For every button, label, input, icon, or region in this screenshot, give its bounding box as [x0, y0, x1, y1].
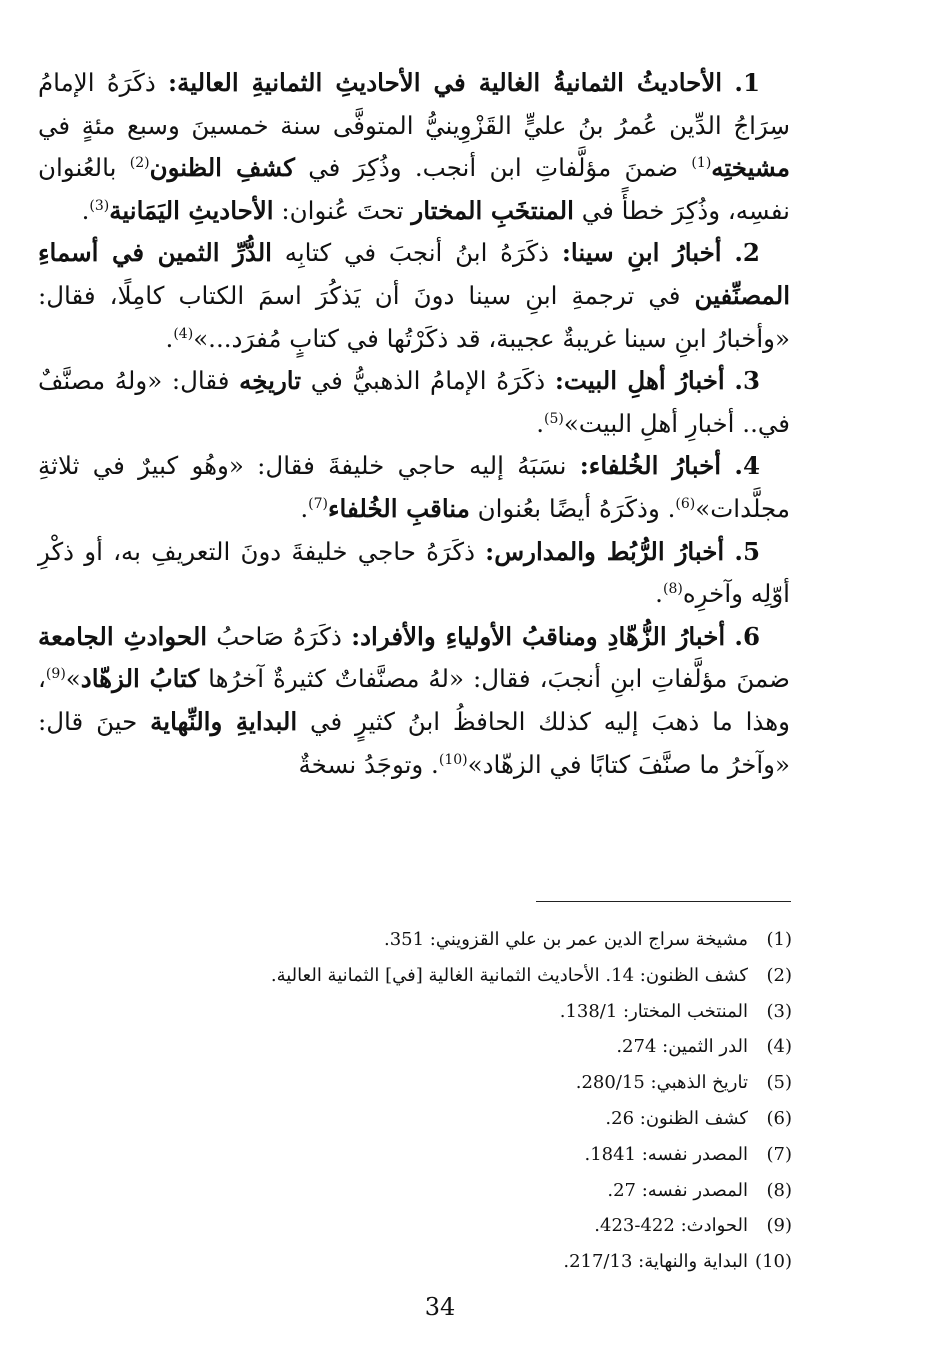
footnote-text: كشف الظنون: 26.	[605, 1107, 748, 1129]
footnote-ref[interactable]: (5)	[544, 410, 564, 427]
footnote-mark: (4)	[766, 1036, 792, 1058]
page-number: 34	[424, 1293, 456, 1321]
footnote-item	[80, 922, 792, 958]
footnote-ref[interactable]: (4)	[173, 325, 194, 342]
footnote-text: المصدر نفسه: 27.	[607, 1179, 748, 1201]
paragraph-text: . وتوجَدُ نسخةٌ	[298, 749, 439, 779]
footnote-item	[80, 994, 792, 1030]
paragraph-title: أخبارُ الخُلفاء:	[579, 451, 722, 481]
paragraph-title: أخبارُ الزُّهّادِ ومناقبُ الأولياءِ والأفراد:	[351, 621, 726, 651]
paragraph-text: .	[536, 408, 545, 438]
footnote-ref[interactable]: (7)	[308, 495, 328, 512]
footnote-text: البداية والنهاية: 217/13.	[563, 1251, 748, 1273]
paragraph-text: فقال: «ولهُ مصنَّفٌ في.. أخبارِ أهلِ البيت»	[38, 366, 790, 438]
footnote-item	[80, 1029, 792, 1065]
main-text	[38, 62, 790, 786]
book-title: الحوادثِ الجامعة	[38, 621, 208, 651]
paragraph-text: ضمنَ مؤلَّفاتِ ابن أنجب. وذُكِرَ في	[294, 153, 692, 183]
book-title: مناقبِ الخُلفاء	[327, 493, 470, 523]
footnote-mark: (8)	[766, 1179, 792, 1201]
footnote-text: الحوادث: 422-423.	[594, 1215, 748, 1237]
paragraph-number: 5.	[734, 536, 761, 566]
paragraph-text: ، وهذا ما ذهبَ إليه كذلك الحافظُ ابنُ كثيرٍ في	[38, 664, 790, 736]
paragraph-text: .	[165, 323, 174, 353]
paragraph-number: 2.	[734, 238, 760, 268]
footnote-text: مشيخة سراج الدين عمر بن علي القزويني: 351.	[383, 929, 748, 950]
footnote-text: الدر الثمين: 274.	[616, 1036, 748, 1058]
footnote-ref[interactable]: (10)	[438, 751, 468, 768]
book-title: الأحاديثِ اليَمَانية	[109, 195, 274, 225]
footnote-text: كشف الظنون: 14. الأحاديث الثمانية الغالية [في] الثمانية العالية.	[270, 964, 748, 986]
footnote-item	[80, 1173, 792, 1209]
paragraph-text: حينَ قال: «وآخرُ ما صنَّفَ كتابًا في الزهّاد»	[38, 706, 790, 779]
book-title: تاريخِه	[239, 366, 302, 396]
footnote-mark: (7)	[766, 1143, 792, 1165]
footnote-mark: (5)	[766, 1072, 792, 1094]
paragraph-text: ذكَرَهُ حاجي خليفةَ دونَ التعريفِ به، أو ذكْرِ أوّلِه وآخرِه	[38, 536, 790, 609]
paragraph-text: ذكَرَهُ صَاحبُ	[207, 621, 352, 651]
paragraph-text: ذكَرَهُ الإمامُ سِرَاجُ الدِّين عُمرُ بنُ عليٍّ القَزْوِينيُّ المتوفَّى سنة خمسينَ وسبع مئةٍ في	[38, 68, 790, 140]
paragraph-text: .	[81, 195, 90, 225]
paragraph-4	[38, 445, 790, 530]
book-title: المنتخَبِ المختار	[411, 195, 574, 225]
footnote-item	[80, 958, 792, 994]
paragraph-title: أخبارُ الرُّبُط والمدارس:	[485, 536, 725, 566]
paragraph-number: 3.	[734, 366, 760, 396]
footnote-item	[80, 1101, 792, 1137]
footnote-ref[interactable]: (2)	[129, 155, 150, 172]
footnote-ref[interactable]: (9)	[45, 666, 66, 683]
footnote-item	[80, 1244, 792, 1280]
footnote-mark: (2)	[766, 964, 792, 986]
paragraph-text: نسَبَهُ إليه حاجي خليفةَ فقال: «وهُو كبيرٌ في ثلاثةِ مجلَّدات»	[38, 451, 790, 523]
paragraph-text: تحتَ عُنوان:	[273, 195, 412, 225]
paragraph-text: »	[65, 664, 81, 694]
paragraph-text: ذكَرَهُ ابنُ أنجبَ في كتابِه	[271, 238, 562, 268]
footnote-item	[80, 1208, 792, 1244]
footnote-divider	[536, 901, 791, 902]
paragraph-title: أخبارُ ابنِ سينا:	[561, 238, 722, 268]
footnote-ref[interactable]: (3)	[89, 197, 110, 214]
paragraph-text: بالعُنوان نفسِه، وذُكِرَ خطأً في	[38, 153, 790, 225]
paragraph-1	[38, 62, 790, 232]
footnote-text: تاريخ الذهبي: 280/15.	[575, 1072, 748, 1094]
book-title: مشيختِه	[711, 153, 790, 183]
footnote-mark: (1)	[766, 929, 792, 950]
footnote-mark: (10)	[755, 1251, 792, 1273]
book-title: كتابُ الزهّاد	[80, 664, 200, 694]
footnote-mark: (6)	[766, 1107, 792, 1129]
paragraph-text: .	[655, 579, 663, 609]
paragraph-text: . وذكَرَهُ أيضًا بعُنوان	[469, 493, 676, 523]
footnotes	[80, 922, 792, 1280]
paragraph-3	[38, 360, 790, 445]
paragraph-number: 4.	[734, 451, 760, 481]
paragraph-text: في ترجمةِ ابنِ سينا دونَ أن يَذكُرَ اسمَ الكتاب كامِلًا، فقال: «وأخبارُ ابنِ سينا غريبةٌ عجيبة، قد ذكَرْتُها في كتابٍ مُفرَد...»	[38, 280, 790, 353]
paragraph-text: .	[300, 493, 309, 523]
paragraph-title: الأحاديثُ الثمانيةُ الغالية في الأحاديثِ الثمانيةِ العالية:	[168, 68, 723, 97]
footnote-item	[80, 1065, 792, 1101]
footnote-ref[interactable]: (1)	[691, 155, 712, 172]
paragraph-text: ذكَرَهُ الإمامُ الذهبيُّ في	[301, 366, 555, 396]
footnote-item	[80, 1137, 792, 1173]
book-title: الدُّرِّ الثمين في أسماءِ المصنِّفين	[38, 238, 790, 310]
paragraph-title: أخبارُ أهلِ البيت:	[554, 366, 725, 396]
paragraph-5	[38, 531, 790, 616]
paragraph-number: 6.	[734, 621, 761, 651]
paragraph-text: ضمنَ مؤلَّفاتِ ابنِ أنجبَ، فقال: «لهُ مصنَّفاتٌ كثيرةٌ آخرُها	[199, 664, 790, 694]
paragraph-number: 1.	[734, 68, 761, 97]
footnote-text: المصدر نفسه: 1841.	[584, 1143, 748, 1165]
footnote-ref[interactable]: (6)	[675, 495, 696, 512]
footnote-mark: (3)	[766, 1000, 792, 1022]
paragraph-2	[38, 232, 790, 360]
footnote-text: المنتخب المختار: 138/1.	[559, 1000, 748, 1022]
footnote-ref[interactable]: (8)	[662, 581, 683, 598]
book-title: البدايةِ والنِّهاية	[150, 706, 298, 736]
footnote-mark: (9)	[766, 1215, 792, 1237]
book-title: كشفِ الظنون	[149, 153, 295, 183]
paragraph-6	[38, 616, 790, 786]
